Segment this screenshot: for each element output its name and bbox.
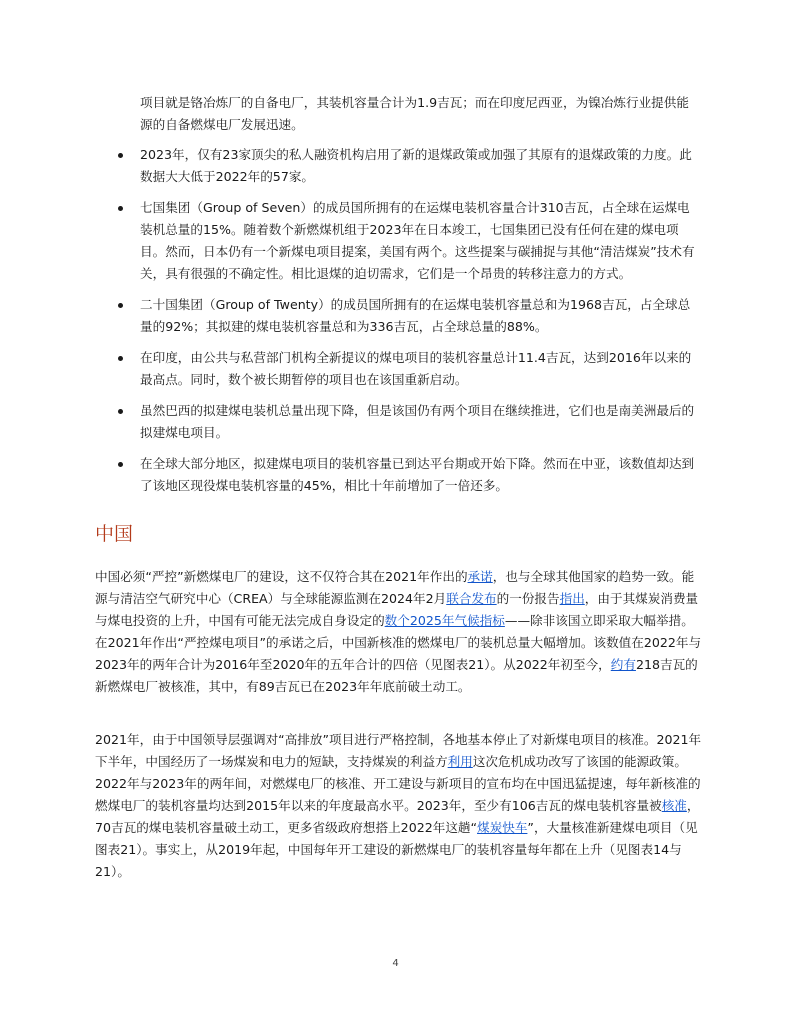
link-approximately[interactable]: 约有 [610,657,636,672]
bullet-item [118,453,702,497]
link-joint-release[interactable]: 联合发布 [446,591,497,606]
bullet-item [118,347,702,391]
bullet-text: 虽然巴西的拟建煤电装机总量出现下降，但是该国仍有两个项目在继续推进，它们也是南美洲最后的拟建煤电项目。 [140,403,695,440]
bullet-item [118,144,702,188]
text-run: 中国必须“严控”新燃煤电厂的建设，这不仅符合其在2021年作出的 [95,569,468,584]
bullet-dot-icon [118,462,123,467]
intro-continuation: 项目就是铬冶炼厂的自备电厂，其装机容量合计为1.9吉瓦；而在印度尼西亚，为镍冶炼行业提供能源的自备燃煤电厂发展迅速。 [140,95,689,132]
page-number: 4 [392,958,399,969]
link-commitment[interactable]: 承诺 [467,569,493,584]
bullet-text: 七国集团（Group of Seven）的成员国所拥有的在运煤电装机容量合计310吉瓦，占全球在运煤电装机总量的15%。随着数个新燃煤机组于2023年在日本竣工，七国集团已没有任何在建的煤电项目。然而，日本仍有一个新煤电项目提案，美国有两个。这些提案与碳捕捉与其他“清洁煤炭”技术有关，具有很强的不确定性。相比退煤的迫切需求，它们是一个昂贵的转移注意力的方式。 [140,200,695,281]
bullet-item [118,197,702,285]
text-run: 218吉瓦的新燃煤电厂被核准，其中，有89吉瓦已在2023年年底前破土动工。 [95,657,698,694]
bullet-dot-icon [118,409,123,414]
text-run: 2021年，由于中国领导层强调对“高排放”项目进行严格控制，各地基本停止了对新煤电项目的核准。2021年下半年，中国经历了一场煤炭和电力的短缺，支持煤炭的利益方 [95,732,702,769]
link-leveraged[interactable]: 利用 [447,754,473,769]
text-run: ——除非该国立即采取大幅举措。在2021年作出“严控煤电项目”的承诺之后，中国新核准的燃煤电厂的装机总量大幅增加。该数值在2022年与2023年的两年合计为2016年至2020年的五年合计的四倍（见图表21）。从2022年初至今， [95,613,702,672]
link-climate-targets[interactable]: 数个2025年气候指标 [384,613,505,628]
link-coal-express[interactable]: 煤炭快车 [477,820,528,835]
text-run: 的一份报告 [496,591,560,606]
section-heading-china: 中国 [95,523,134,545]
text-run: ”，大量核准新建煤电项目（见图表21）。事实上，从2019年起，中国每年开工建设的新燃煤电厂的装机容量每年都在上升（见图表14与21）。 [95,820,698,879]
bullet-text: 在全球大部分地区，拟建煤电项目的装机容量已到达平台期或开始下降。然而在中亚，该数值却达到了该地区现役煤电装机容量的45%，相比十年前增加了一倍还多。 [140,456,695,493]
bullet-dot-icon [118,356,123,361]
bullet-text: 2023年，仅有23家顶尖的私人融资机构启用了新的退煤政策或加强了其原有的退煤政策的力度。此数据大大低于2022年的57家。 [140,147,692,184]
text-run: ，70吉瓦的煤电装机容量破土动工，更多省级政府想搭上2022年这趟“ [95,798,700,835]
text-run: ，由于其煤炭消费量与煤电投资的上升，中国有可能无法完成自身设定的 [95,591,699,628]
bullet-text: 二十国集团（Group of Twenty）的成员国所拥有的在运煤电装机容量总和为1968吉瓦，占全球总量的92%；其拟建的煤电装机容量总和为336吉瓦，占全球总量的88%。 [140,297,691,334]
bullet-text: 在印度，由公共与私营部门机构全新提议的煤电项目的装机容量总计11.4吉瓦，达到2016年以来的最高点。同时，数个被长期暂停的项目也在该国重新启动。 [140,350,692,387]
bullet-dot-icon [118,303,123,308]
bullet-item [118,400,702,444]
paragraph-china-1 [95,566,703,698]
bullet-dot-icon [118,153,123,158]
bullet-dot-icon [118,206,123,211]
paragraph-china-2 [95,729,703,883]
bullet-list [118,144,702,506]
text-run: ，也与全球其他国家的趋势一致。能源与清洁空气研究中心（CREA）与全球能源监测在2024年2月 [95,569,695,606]
bullet-item [118,294,702,338]
text-run: 这次危机成功改写了该国的能源政策。2022年与2023年的两年间，对燃煤电厂的核准、开工建设与新项目的宣布均在中国迅猛提速，每年新核准的燃煤电厂的装机容量均达到2015年以来的年度最高水平。2023年，至少有106吉瓦的煤电装机容量被 [95,754,701,813]
link-pointed-out[interactable]: 指出 [559,591,585,606]
link-approved[interactable]: 核准 [661,798,687,813]
